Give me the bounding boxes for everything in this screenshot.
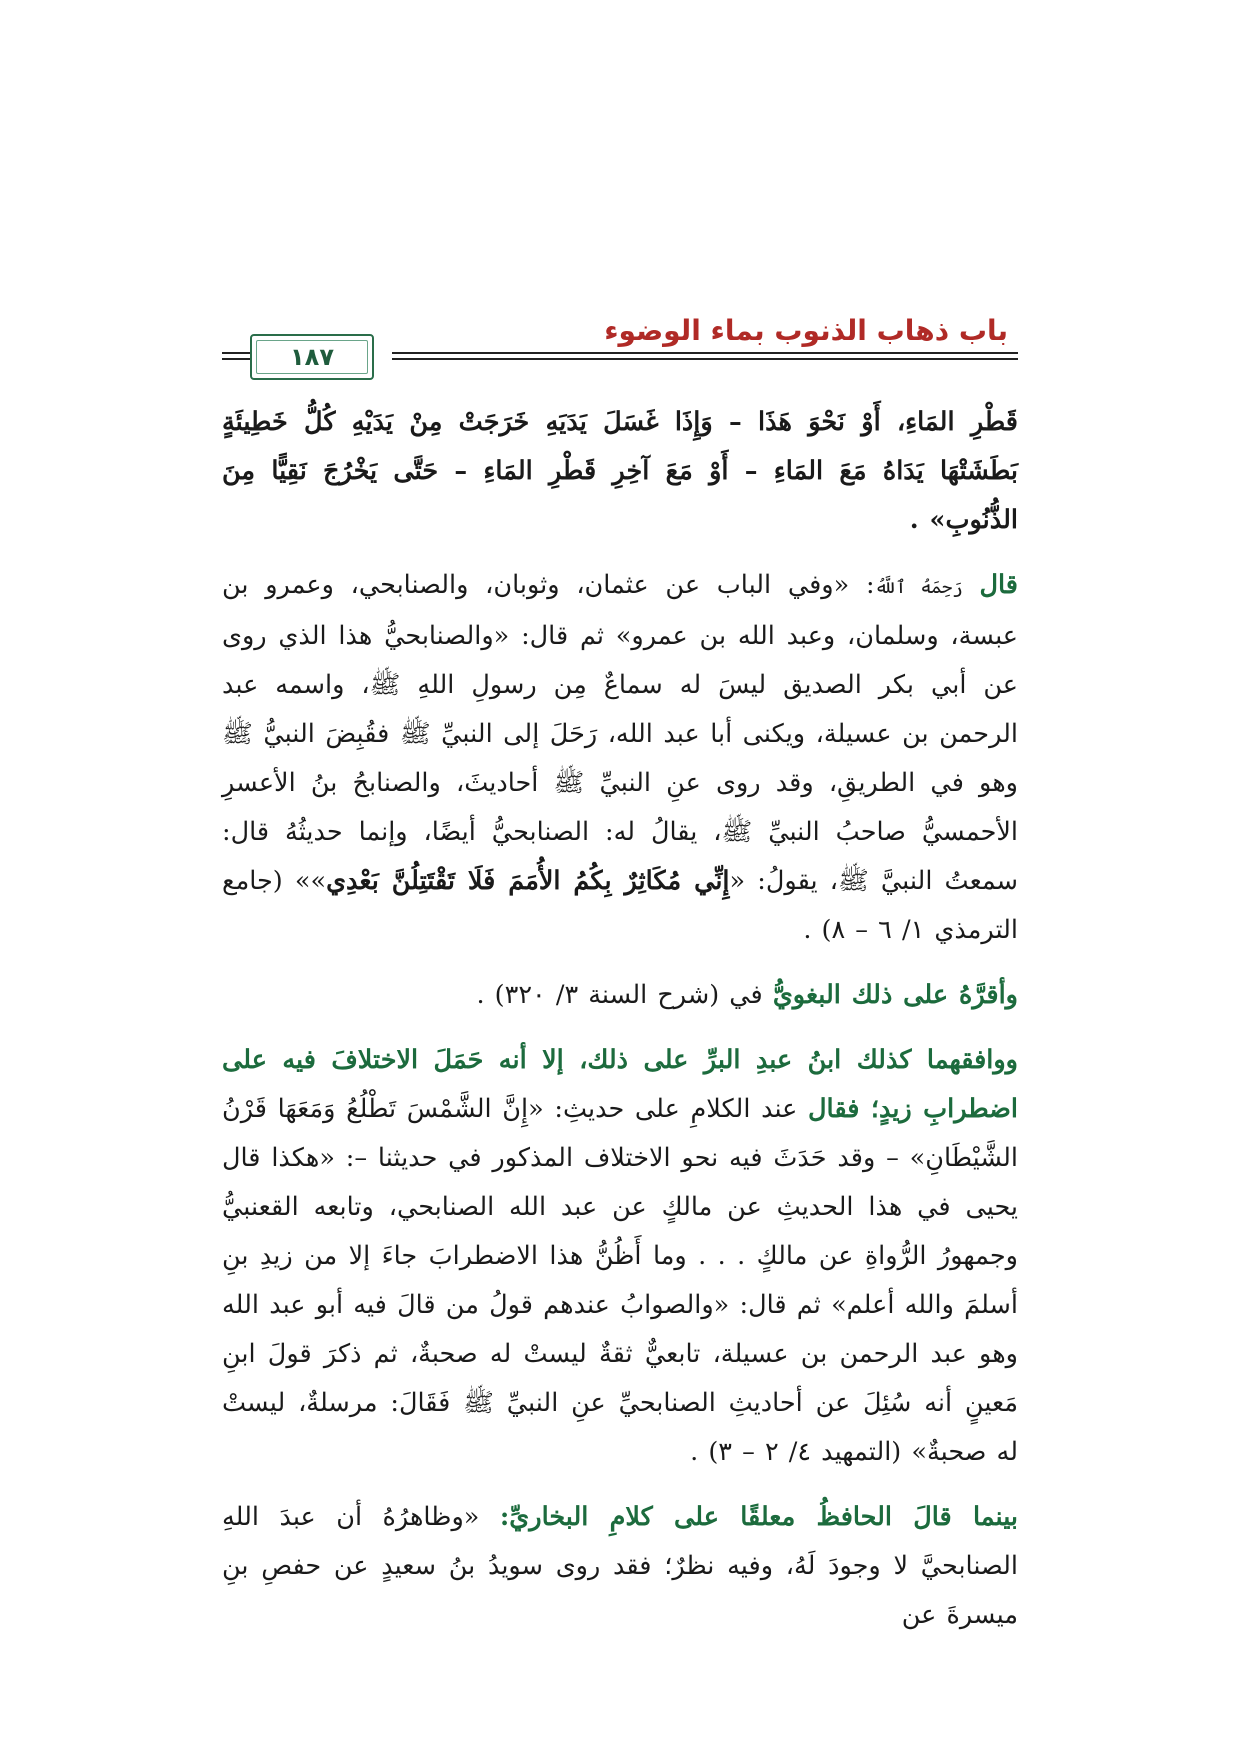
running-title: باب ذهاب الذنوب بماء الوضوء — [604, 314, 1008, 347]
baghawi-citation: في (شرح السنة ٣/ ٣٢٠) . — [476, 980, 773, 1010]
ibn-abd-al-barr-text: عند الكلامِ على حديثِ: «إِنَّ الشَّمْسَ تَطْلُعُ وَمَعَهَا قَرْنُ الشَّيْطَانِ» – وقد حَدَثَ فيه نحو الاختلاف المذكور في حديثنا –: «هكذا قال يحيى في هذا الحديثِ عن مالكٍ عن عبد الله الصنابحي، وتابعه القعنبيُّ وجمهورُ الرُّواةِ عن مالكٍ . . . وما أَظُنُّ هذا الاضطرابَ جاءَ إلا من زيدِ بنِ أسلمَ والله أعلم» ثم قال: «والصوابُ عندهم قولُ من قالَ فيه أبو عبد الله وهو عبد الرحمن بن عسيلة، تابعيٌّ ثقةٌ ليستْ له صحبةٌ، ثم ذكرَ قولَ ابنِ مَعينٍ أنه سُئِلَ عن أحاديثِ الصنابحيِّ عنِ النبيِّ ﷺ فَقَالَ: مرسلةٌ، ليستْ له صحبةٌ» (التمهيد ٤/ ٢ – ٣) . — [222, 1094, 1018, 1467]
quote-text: : «وفي الباب عن عثمان، وثوبان، والصنابحي، وعمرو بن عبسة، وسلمان، وعبد الله بن عمرو» ثم قال: «والصنابحيُّ هذا الذي روى عن أبي بكر الصديق ليسَ له سماعٌ مِن رسولِ اللهِ ﷺ، واسمه عبد الرحمن بن عسيلة، ويكنى أبا عبد الله، رَحَلَ إلى النبيِّ ﷺ فقُبِضَ النبيُّ ﷺ وهو في الطريقِ، وقد روى عنِ النبيِّ ﷺ أحاديثَ، والصنابحُ بنُ الأعسرِ الأحمسيُّ صاحبُ النبيِّ ﷺ، يقالُ له: الصنابحيُّ أيضًا، وإنما حديثُهُ قال: سمعتُ النبيَّ ﷺ، يقولُ: « — [222, 570, 1019, 896]
hafiz-lead: بينما قالَ الحافظُ معلقًا على كلامِ البخاريِّ: — [499, 1502, 1019, 1532]
baghawi-lead: وأقرَّهُ على ذلك البغويُّ — [772, 980, 1018, 1010]
paragraph-baghawi — [222, 971, 1018, 1020]
citation: »» (جامع الترمذي ١/ ٦ – ٨) . — [222, 866, 1018, 945]
hafiz-text: «وظاهرُهُ أن عبدَ اللهِ الصنابحيَّ لا وجودَ لَهُ، وفيه نظرٌ؛ فقد روى سويدُ بنُ سعيدٍ عن حفصِ بنِ ميسرةَ عن — [222, 1502, 1018, 1630]
paragraph-hadith-ending — [222, 398, 1018, 545]
paragraph-ibn-abd-al-barr — [222, 1036, 1018, 1477]
page-body — [222, 398, 1018, 1656]
ibn-abd-al-barr-lead: ووافقهما كذلك ابنُ عبدِ البرِّ على ذلك، إلا أنه حَمَلَ الاختلافَ فيه على اضطرابِ زيدٍ؛ فقال — [222, 1045, 1018, 1124]
paragraph-hafiz — [222, 1493, 1018, 1640]
page-number-ornament — [250, 334, 374, 380]
paragraph-tirmidhi — [222, 561, 1018, 955]
hadith-text: قَطْرِ المَاءِ، أَوْ نَحْوَ هَذَا – وَإِذَا غَسَلَ يَدَيَهِ خَرَجَتْ مِنْ يَدَيْهِ كُلُّ خَطِيئَةٍ بَطَشَتْهَا يَدَاهُ مَعَ المَاءِ – أَوْ مَعَ آخِرِ قَطْرِ المَاءِ – حَتَّى يَخْرُجَ نَقِيًّا مِنَ الذُّنُوبِ» . — [222, 407, 1018, 535]
speaker-label: قال — [979, 570, 1018, 600]
page-header — [222, 306, 1018, 388]
header-rule — [392, 352, 1018, 354]
hadith-quote: إِنِّي مُكَاثِرٌ بِكُمُ الأُمَمَ فَلَا تَقْتَتِلُنَّ بَعْدِي — [326, 866, 730, 896]
page-number: ١٨٧ — [290, 343, 334, 371]
honorific: رَحِمَهُ ٱللَّهُ — [874, 577, 963, 598]
header-rule — [392, 358, 1018, 360]
